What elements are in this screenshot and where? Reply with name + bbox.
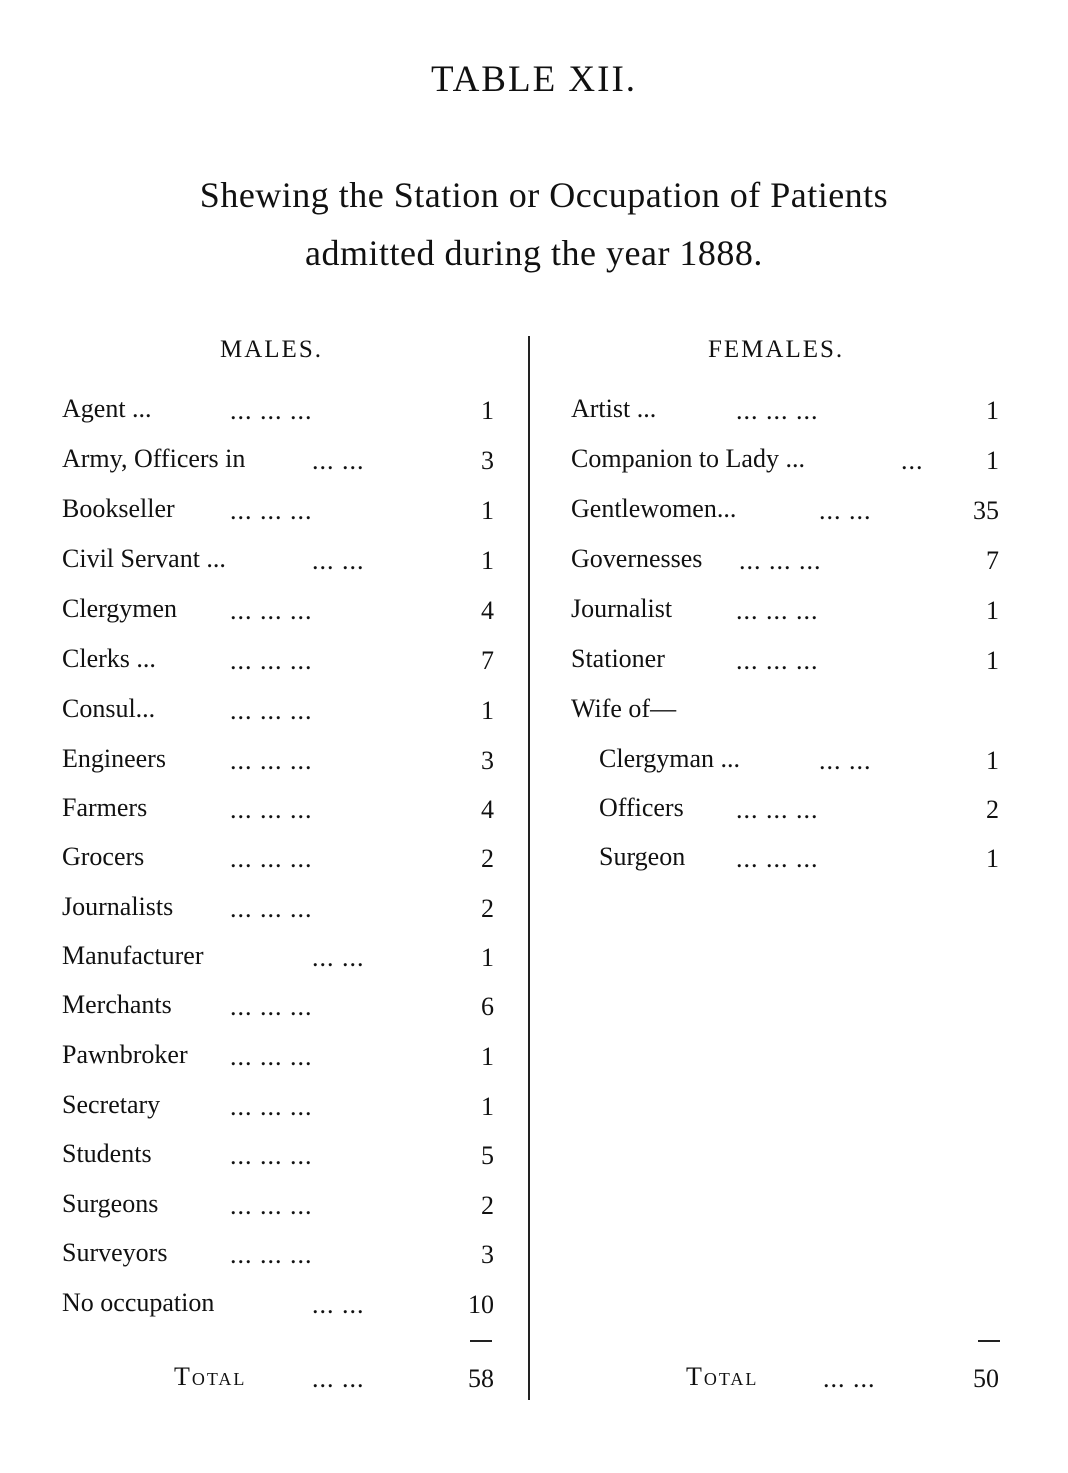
row-value: 1 xyxy=(481,496,494,525)
row-label: Journalist xyxy=(571,594,673,623)
row-leader: ... ... ... xyxy=(230,1042,313,1071)
row-label: Companion to Lady ... xyxy=(571,444,805,473)
row-value: 3 xyxy=(481,1240,494,1269)
row-value: 1 xyxy=(986,844,999,873)
row-leader: ... ... ... xyxy=(230,1191,313,1220)
row-label: Agent ... xyxy=(62,394,152,423)
females-heading: FEMALES. xyxy=(708,336,845,363)
row-value: 1 xyxy=(986,596,999,625)
row-leader: ... ... ... xyxy=(736,646,819,675)
row-leader: ... ... xyxy=(312,446,365,475)
row-leader: ... ... ... xyxy=(736,596,819,625)
row-leader: ... ... xyxy=(819,746,872,775)
row-leader: ... ... ... xyxy=(230,992,313,1021)
males-heading: MALES. xyxy=(220,336,323,363)
male-row xyxy=(62,394,502,434)
male-row xyxy=(62,1139,502,1179)
row-leader: ... ... ... xyxy=(736,396,819,425)
row-label: Manufacturer xyxy=(62,941,204,970)
row-label: Merchants xyxy=(62,990,172,1019)
row-value: 4 xyxy=(481,596,494,625)
row-leader: ... ... xyxy=(312,943,365,972)
row-leader: ... ... xyxy=(823,1364,876,1393)
row-value: 2 xyxy=(481,894,494,923)
female-row xyxy=(599,842,1011,882)
row-leader: ... ... ... xyxy=(230,396,313,425)
row-leader: ... ... ... xyxy=(230,596,313,625)
male-row xyxy=(62,842,502,882)
total-value: 50 xyxy=(973,1364,999,1393)
row-label: Grocers xyxy=(62,842,145,871)
row-value: 3 xyxy=(481,446,494,475)
row-value: 2 xyxy=(986,795,999,824)
row-label: Clergymen xyxy=(62,594,178,623)
male-row xyxy=(62,744,502,784)
row-value: 1 xyxy=(481,943,494,972)
male-row xyxy=(62,694,502,734)
row-value: 6 xyxy=(481,992,494,1021)
row-label: No occupation xyxy=(62,1288,215,1317)
row-label: Students xyxy=(62,1139,152,1168)
row-label: Clerks ... xyxy=(62,644,156,673)
male-row xyxy=(62,444,502,484)
total-value: 58 xyxy=(468,1364,494,1393)
male-row xyxy=(62,1040,502,1080)
row-value: 5 xyxy=(481,1141,494,1170)
row-label: Governesses xyxy=(571,544,703,573)
row-label: Surgeon xyxy=(599,842,686,871)
row-label: Engineers xyxy=(62,744,166,773)
male-row xyxy=(62,1090,502,1130)
row-label: Consul... xyxy=(62,694,156,723)
female-row xyxy=(571,494,1011,534)
row-value: 1 xyxy=(986,446,999,475)
row-leader: ... ... ... xyxy=(230,844,313,873)
female-row xyxy=(599,793,1011,833)
row-label: Army, Officers in xyxy=(62,444,246,473)
male-row xyxy=(62,544,502,584)
total-label: Total xyxy=(174,1362,247,1391)
row-label: Gentlewomen... xyxy=(571,494,737,523)
row-value: 1 xyxy=(481,696,494,725)
row-value: 7 xyxy=(481,646,494,675)
male-row xyxy=(62,1238,502,1278)
row-value: 1 xyxy=(481,1042,494,1071)
row-leader: ... ... ... xyxy=(230,696,313,725)
row-value: 1 xyxy=(481,396,494,425)
male-row xyxy=(62,494,502,534)
row-leader: ... ... ... xyxy=(736,795,819,824)
row-value: 2 xyxy=(481,1191,494,1220)
row-label: Stationer xyxy=(571,644,665,673)
row-value: 1 xyxy=(986,646,999,675)
row-leader: ... ... ... xyxy=(230,1092,313,1121)
table-subtitle-line1: Shewing the Station or Occupation of Patients xyxy=(199,175,889,215)
table-subtitle-line2: admitted during the year 1888. xyxy=(305,233,763,273)
row-value: 2 xyxy=(481,844,494,873)
male-row xyxy=(62,990,502,1030)
row-label: Farmers xyxy=(62,793,148,822)
female-row xyxy=(599,744,1011,784)
row-leader: ... ... ... xyxy=(230,646,313,675)
row-leader: ... ... ... xyxy=(736,844,819,873)
male-row xyxy=(62,644,502,684)
row-value: 1 xyxy=(986,746,999,775)
row-label: Civil Servant ... xyxy=(62,544,226,573)
row-leader: ... ... ... xyxy=(230,746,313,775)
row-leader: ... ... ... xyxy=(230,795,313,824)
female-row xyxy=(571,544,1011,584)
row-value: 1 xyxy=(986,396,999,425)
row-value: 3 xyxy=(481,746,494,775)
female-row xyxy=(571,594,1011,634)
row-label: Bookseller xyxy=(62,494,175,523)
row-leader: ... ... xyxy=(312,1290,365,1319)
male-row xyxy=(62,1189,502,1229)
row-label: Wife of— xyxy=(571,694,677,723)
row-label: Journalists xyxy=(62,892,174,921)
female-row xyxy=(571,694,1011,734)
male-row xyxy=(62,892,502,932)
total-rule-males xyxy=(470,1340,492,1342)
row-label: Clergyman ... xyxy=(599,744,741,773)
row-value: 7 xyxy=(986,546,999,575)
row-leader: ... xyxy=(901,446,924,475)
male-row xyxy=(62,793,502,833)
row-label: Artist ... xyxy=(571,394,657,423)
males-total-row xyxy=(62,1362,502,1402)
row-leader: ... ... ... xyxy=(230,894,313,923)
row-value: 35 xyxy=(973,496,999,525)
male-row xyxy=(62,941,502,981)
row-leader: ... ... xyxy=(312,1364,365,1393)
row-label: Secretary xyxy=(62,1090,161,1119)
row-value: 1 xyxy=(481,546,494,575)
female-row xyxy=(571,394,1011,434)
row-label: Pawnbroker xyxy=(62,1040,188,1069)
column-divider xyxy=(528,336,530,1400)
male-row xyxy=(62,594,502,634)
total-label: Total xyxy=(686,1362,759,1391)
table-title: TABLE XII. xyxy=(430,59,638,100)
row-leader: ... ... ... xyxy=(230,1240,313,1269)
female-row xyxy=(571,644,1011,684)
female-row xyxy=(571,444,1011,484)
row-value: 10 xyxy=(468,1290,494,1319)
total-rule-females xyxy=(978,1340,1000,1342)
females-total-row xyxy=(571,1362,1011,1402)
row-value: 4 xyxy=(481,795,494,824)
row-label: Officers xyxy=(599,793,684,822)
row-label: Surgeons xyxy=(62,1189,159,1218)
male-row xyxy=(62,1288,502,1328)
row-leader: ... ... xyxy=(819,496,872,525)
row-leader: ... ... ... xyxy=(230,496,313,525)
row-value: 1 xyxy=(481,1092,494,1121)
row-leader: ... ... xyxy=(312,546,365,575)
row-leader: ... ... ... xyxy=(739,546,822,575)
row-label: Surveyors xyxy=(62,1238,168,1267)
row-leader: ... ... ... xyxy=(230,1141,313,1170)
